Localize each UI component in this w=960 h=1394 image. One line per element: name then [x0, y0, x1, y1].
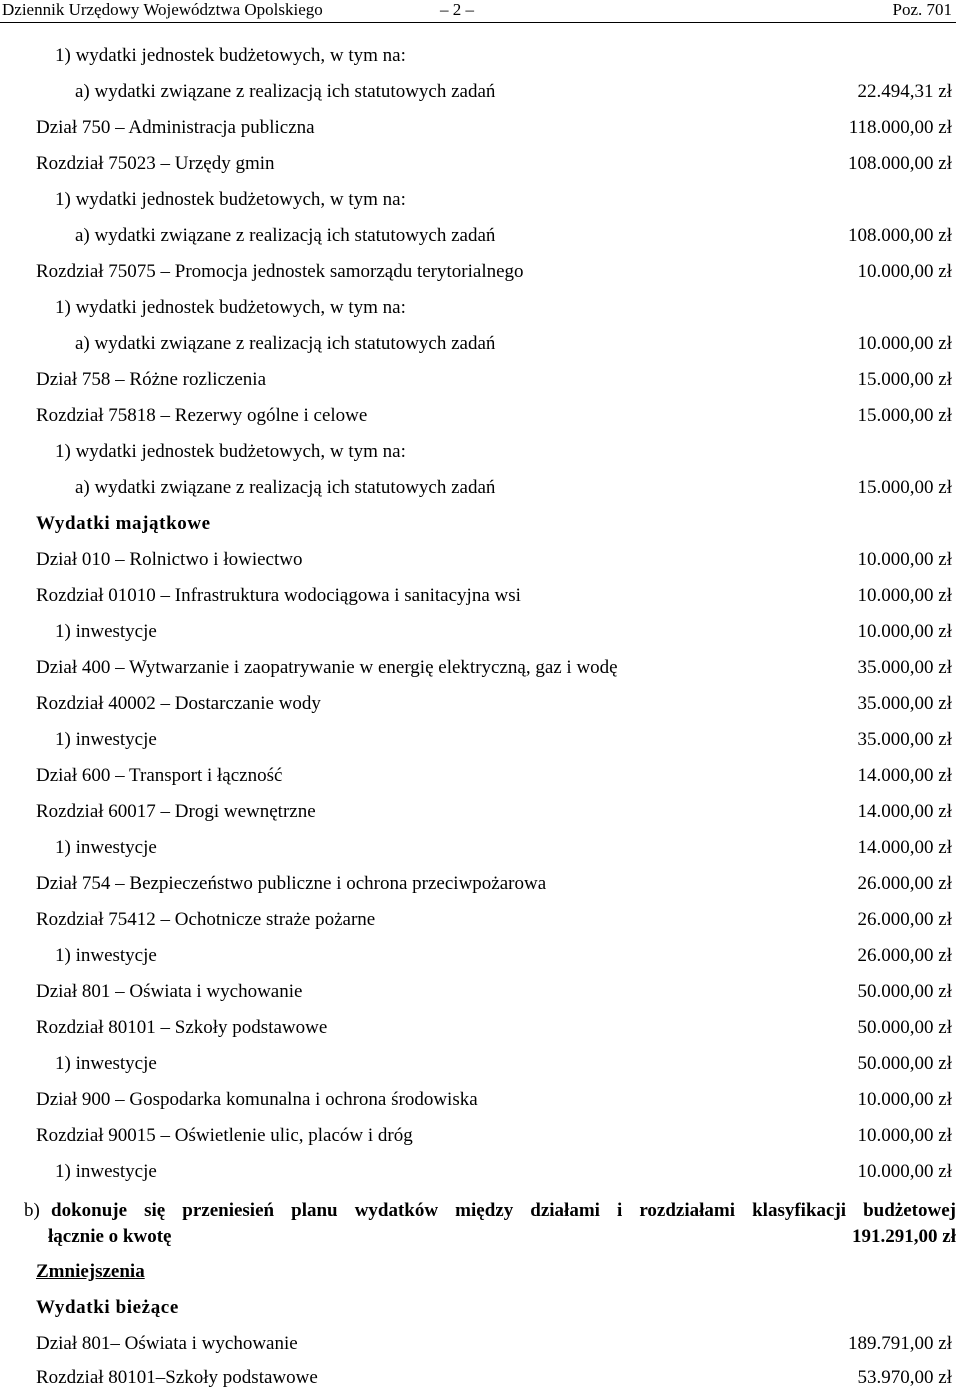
- item-label: 1) wydatki jednostek budżetowych, w tym na:: [55, 45, 406, 66]
- point-b-amount: 191.291,00 zł: [852, 1226, 956, 1247]
- item-amount: 50.000,00 zł: [857, 1053, 952, 1074]
- item-amount: 10.000,00 zł: [857, 1125, 952, 1146]
- list-item: [0, 224, 960, 252]
- item-label: 1) inwestycje: [55, 621, 157, 642]
- list-item: [0, 656, 960, 684]
- point-b-text-line2: łącznie o kwotę: [48, 1226, 172, 1247]
- section-heading: [0, 512, 960, 540]
- list-item: [0, 80, 960, 108]
- list-item: [0, 620, 960, 648]
- item-label: Dział 600 – Transport i łączność: [36, 765, 283, 786]
- item-label: Rozdział 75412 – Ochotnicze straże pożarne: [36, 909, 376, 930]
- item-label: Rozdział 60017 – Drogi wewnętrzne: [36, 801, 316, 822]
- list-item: [0, 188, 960, 216]
- item-label: Dział 801 – Oświata i wychowanie: [36, 981, 303, 1002]
- item-label: 1) wydatki jednostek budżetowych, w tym na:: [55, 297, 406, 318]
- item-amount: 14.000,00 zł: [857, 765, 952, 786]
- item-label: Dział 758 – Różne rozliczenia: [36, 369, 267, 390]
- item-label: a) wydatki związane z realizacją ich statutowych zadań: [75, 333, 496, 354]
- list-item: [0, 584, 960, 612]
- list-item: [0, 728, 960, 756]
- item-label: Rozdział 80101–Szkoły podstawowe: [36, 1367, 318, 1388]
- item-amount: 15.000,00 zł: [857, 477, 952, 498]
- item-label: 1) inwestycje: [55, 837, 157, 858]
- list-item: [0, 764, 960, 792]
- list-item: [0, 1088, 960, 1116]
- item-amount: 10.000,00 zł: [857, 549, 952, 570]
- list-item: [0, 332, 960, 360]
- item-amount: 53.970,00 zł: [857, 1367, 952, 1388]
- item-label: Dział 010 – Rolnictwo i łowiectwo: [36, 549, 303, 570]
- item-label: Rozdział 75023 – Urzędy gmin: [36, 153, 275, 174]
- list-item: [0, 1124, 960, 1152]
- list-item: [0, 872, 960, 900]
- list-item: [0, 1016, 960, 1044]
- list-item: [0, 296, 960, 324]
- item-amount: 35.000,00 zł: [857, 729, 952, 750]
- item-amount: 14.000,00 zł: [857, 801, 952, 822]
- item-amount: 35.000,00 zł: [857, 693, 952, 714]
- capital-expenses-heading: Wydatki majątkowe: [36, 513, 211, 534]
- list-item: [0, 116, 960, 144]
- journal-title: Dziennik Urzędowy Województwa Opolskiego: [2, 0, 323, 19]
- item-label: Dział 754 – Bezpieczeństwo publiczne i ochrona przeciwpożarowa: [36, 873, 547, 894]
- list-item: [0, 152, 960, 180]
- list-item: [0, 476, 960, 504]
- item-amount: 10.000,00 zł: [857, 1089, 952, 1110]
- list-item: [0, 1366, 960, 1394]
- item-label: 1) inwestycje: [55, 1161, 157, 1182]
- item-label: Dział 750 – Administracja publiczna: [36, 117, 315, 138]
- point-b-text-line1: dokonuje się przeniesień planu wydatków między działami i rozdziałami klasyfikacji budżetowej: [51, 1200, 956, 1221]
- item-label: a) wydatki związane z realizacją ich statutowych zadań: [75, 81, 496, 102]
- current-expenses-heading: Wydatki bieżące: [36, 1297, 179, 1318]
- item-label: 1) inwestycje: [55, 945, 157, 966]
- item-label: Rozdział 90015 – Oświetlenie ulic, placów i dróg: [36, 1125, 413, 1146]
- item-label: Rozdział 40002 – Dostarczanie wody: [36, 693, 321, 714]
- item-amount: 22.494,31 zł: [857, 81, 952, 102]
- item-amount: 10.000,00 zł: [857, 1161, 952, 1182]
- list-item: [0, 1332, 960, 1360]
- item-label: a) wydatki związane z realizacją ich statutowych zadań: [75, 477, 496, 498]
- list-item: [0, 548, 960, 576]
- item-label: Rozdział 01010 – Infrastruktura wodociągowa i sanitacyjna wsi: [36, 585, 521, 606]
- item-amount: 10.000,00 zł: [857, 621, 952, 642]
- list-item: [0, 908, 960, 936]
- item-amount: 26.000,00 zł: [857, 873, 952, 894]
- item-amount: 26.000,00 zł: [857, 909, 952, 930]
- item-label: Dział 400 – Wytwarzanie i zaopatrywanie w energię elektryczną, gaz i wodę: [36, 657, 618, 678]
- item-amount: 15.000,00 zł: [857, 405, 952, 426]
- list-item: [0, 980, 960, 1008]
- item-amount: 10.000,00 zł: [857, 585, 952, 606]
- item-amount: 189.791,00 zł: [848, 1333, 952, 1354]
- item-label: Rozdział 75075 – Promocja jednostek samorządu terytorialnego: [36, 261, 524, 282]
- item-amount: 14.000,00 zł: [857, 837, 952, 858]
- list-item: [0, 1160, 960, 1188]
- item-label: Dział 900 – Gospodarka komunalna i ochrona środowiska: [36, 1089, 478, 1110]
- list-item: [0, 368, 960, 396]
- item-amount: 10.000,00 zł: [857, 333, 952, 354]
- item-label: Rozdział 75818 – Rezerwy ogólne i celowe: [36, 405, 368, 426]
- item-amount: 15.000,00 zł: [857, 369, 952, 390]
- item-amount: 10.000,00 zł: [857, 261, 952, 282]
- list-item: [0, 944, 960, 972]
- list-item: [0, 800, 960, 828]
- list-item: [0, 404, 960, 432]
- item-amount: 35.000,00 zł: [857, 657, 952, 678]
- point-b-marker: b): [24, 1200, 40, 1221]
- item-amount: 108.000,00 zł: [848, 153, 952, 174]
- reductions-heading: Zmniejszenia: [36, 1261, 145, 1282]
- item-amount: 50.000,00 zł: [857, 981, 952, 1002]
- list-item: [0, 692, 960, 720]
- current-expenses-heading-row: [0, 1296, 960, 1324]
- list-item: [0, 836, 960, 864]
- item-label: Rozdział 80101 – Szkoły podstawowe: [36, 1017, 328, 1038]
- position-number: Poz. 701: [892, 0, 952, 19]
- item-amount: 118.000,00 zł: [848, 117, 952, 138]
- list-item: [0, 1052, 960, 1080]
- item-label: 1) inwestycje: [55, 729, 157, 750]
- list-item: [0, 440, 960, 468]
- item-label: a) wydatki związane z realizacją ich statutowych zadań: [75, 225, 496, 246]
- item-label: 1) wydatki jednostek budżetowych, w tym na:: [55, 189, 406, 210]
- reductions-heading-row: [0, 1260, 960, 1288]
- item-label: 1) inwestycje: [55, 1053, 157, 1074]
- item-amount: 50.000,00 zł: [857, 1017, 952, 1038]
- list-item: [0, 44, 960, 72]
- item-label: 1) wydatki jednostek budżetowych, w tym na:: [55, 441, 406, 462]
- page-number: – 2 –: [440, 0, 474, 19]
- item-label: Dział 801– Oświata i wychowanie: [36, 1333, 298, 1354]
- list-item: [0, 260, 960, 288]
- item-amount: 108.000,00 zł: [848, 225, 952, 246]
- item-amount: 26.000,00 zł: [857, 945, 952, 966]
